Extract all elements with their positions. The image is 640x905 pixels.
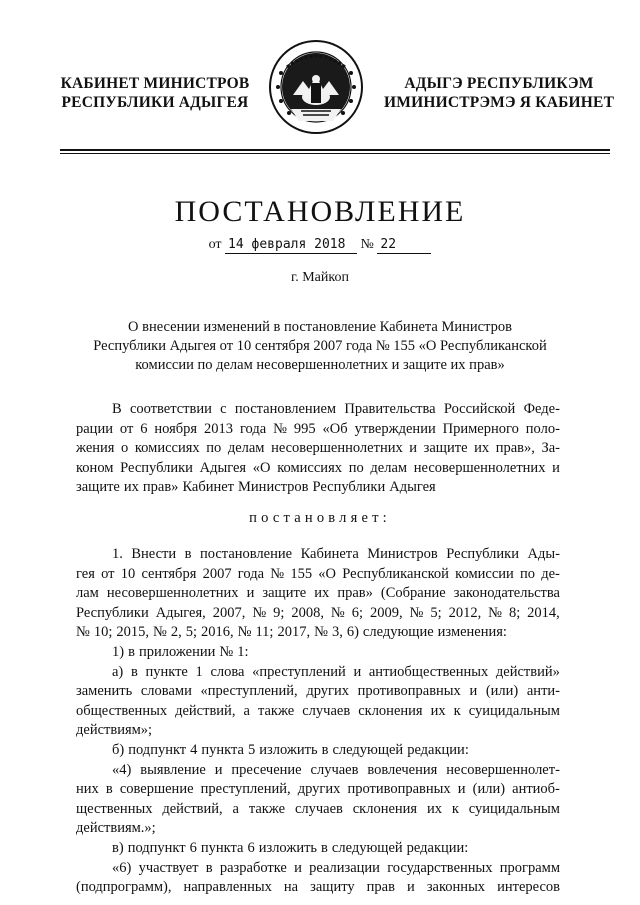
word: Республики <box>76 604 149 621</box>
word: № <box>314 624 328 641</box>
header-divider-thin <box>60 153 610 154</box>
word: поло- <box>525 420 560 437</box>
text-line <box>76 439 560 459</box>
word: них <box>76 781 99 798</box>
word: «преступлений, <box>200 683 298 700</box>
word: Кабинета <box>300 546 359 562</box>
word: редакции: <box>406 839 469 856</box>
word: действий, <box>175 702 236 719</box>
word: а <box>243 702 250 719</box>
word: в <box>105 781 113 798</box>
word: защиту <box>310 879 355 896</box>
word: постановление <box>200 546 293 562</box>
word: анти- <box>526 683 560 700</box>
word: № <box>237 624 252 641</box>
word: 1. <box>112 546 123 562</box>
word: действий, <box>162 800 223 817</box>
word: 2007, <box>212 604 246 621</box>
text-line <box>76 604 560 624</box>
word: также <box>257 702 295 719</box>
word: в <box>205 859 213 876</box>
word: несовершеннолетних <box>413 459 546 476</box>
word: 6 <box>247 839 255 856</box>
word: соответствии <box>129 401 212 417</box>
word: Примерного <box>442 420 519 437</box>
word: по <box>206 440 222 457</box>
word: действиям»; <box>76 722 153 739</box>
word: преступлений, <box>200 781 291 798</box>
word: в <box>128 643 135 660</box>
word: и <box>409 440 418 457</box>
header-left-line-1: КАБИНЕТ МИНИСТРОВ <box>60 75 250 92</box>
word: Российской <box>443 401 516 417</box>
word: Республики <box>120 459 193 476</box>
word: Министров <box>367 546 438 562</box>
text-line <box>76 623 560 643</box>
subject-line: комиссии по делам несовершеннолетних и защите их прав» <box>135 357 505 373</box>
word: Кабинет <box>182 479 235 496</box>
word: пресечение <box>231 761 302 778</box>
word: совершение <box>119 781 194 798</box>
word: Министров <box>238 479 309 496</box>
word: 5; <box>185 624 197 641</box>
word: № <box>252 604 267 621</box>
word: комиссии <box>455 565 514 582</box>
decree-body <box>76 545 560 898</box>
word: пункте <box>145 663 188 680</box>
text-line <box>76 643 560 663</box>
word: и <box>353 663 362 680</box>
word: Адыгея <box>389 479 436 496</box>
word: (Собрание <box>380 585 446 602</box>
text-line <box>76 800 560 820</box>
number-prefix: № <box>360 237 374 252</box>
word: рации <box>76 420 113 437</box>
word: За- <box>541 440 560 457</box>
word: к <box>453 702 461 719</box>
city: г. Майкоп <box>291 270 349 285</box>
word: 6 <box>140 420 148 437</box>
word: 11; <box>255 624 274 641</box>
word: в <box>321 839 328 856</box>
word: от <box>101 565 115 582</box>
word: вовлечения <box>367 761 438 778</box>
word: антиоб- <box>512 781 560 798</box>
word: и <box>552 459 560 476</box>
word: 10; <box>93 624 113 641</box>
word: и <box>214 761 223 778</box>
text-line <box>76 859 560 879</box>
word: их <box>430 702 446 719</box>
word: и <box>457 781 466 798</box>
text-line <box>76 459 560 479</box>
word: щественных <box>76 800 153 817</box>
word: по <box>348 459 364 476</box>
text-line <box>76 478 560 498</box>
word: а) <box>112 663 124 680</box>
word: Правительства <box>344 401 436 417</box>
word: В <box>112 401 122 417</box>
word: изложить <box>258 839 318 856</box>
word: следующие <box>362 624 434 641</box>
word: 1: <box>237 643 249 660</box>
word: года <box>239 420 267 437</box>
word: антиобщественных <box>368 663 489 680</box>
word: несовершеннолетних <box>271 440 403 457</box>
text-line <box>76 721 560 741</box>
word: «Об <box>322 420 348 437</box>
word: № <box>409 604 424 621</box>
word: 10 <box>120 565 136 582</box>
word: их <box>314 585 330 602</box>
word: также <box>248 800 286 817</box>
word: общественных <box>76 702 168 719</box>
date-value: 14 февраля 2018 <box>225 236 357 254</box>
word: 2, <box>170 624 182 641</box>
word: прав <box>366 879 395 896</box>
text-line <box>76 565 560 585</box>
header-left-line-2: РЕСПУБЛИКИ АДЫГЕЯ <box>61 94 249 111</box>
word: случаев <box>294 800 343 817</box>
text-line <box>76 878 560 898</box>
word: склонения <box>358 702 423 719</box>
text-line <box>76 761 560 781</box>
word: коном <box>76 459 114 476</box>
text-line <box>76 780 560 800</box>
word: словами <box>140 683 192 700</box>
word: делам <box>227 440 265 457</box>
word: 2009, <box>369 604 403 621</box>
word: 5 <box>247 741 256 758</box>
word: склонения <box>352 800 418 817</box>
word: разработке <box>219 859 287 876</box>
header-divider-thick <box>60 149 610 151</box>
word: и <box>469 683 478 700</box>
text-line <box>76 420 560 440</box>
word: участвует <box>138 859 199 876</box>
word: несовершеннолетних <box>106 585 239 602</box>
word: интересов <box>497 879 560 896</box>
word: № <box>273 420 287 437</box>
word: и <box>246 585 255 602</box>
word: Республиканской <box>342 565 449 582</box>
word: других <box>306 683 349 700</box>
word: 995 <box>293 420 316 437</box>
word: подпункт <box>127 839 186 856</box>
word: 2017, <box>277 624 311 641</box>
word: к <box>451 800 459 817</box>
word: суицидальным <box>468 702 560 719</box>
word: года <box>237 565 265 582</box>
header-right-line-1: АДЫГЭ РЕСПУБЛИКЭМ <box>404 75 594 92</box>
word: действий» <box>495 663 560 680</box>
word: приложении <box>138 643 216 660</box>
word: Феде- <box>523 401 560 417</box>
word: (или) <box>485 683 519 700</box>
word: с <box>220 401 227 417</box>
word: 2013 <box>204 420 234 437</box>
word: случаев <box>310 761 359 778</box>
word: несовершеннолет- <box>446 761 560 778</box>
word: на <box>283 879 299 896</box>
word: в <box>184 546 192 562</box>
date-number-line <box>0 235 640 255</box>
number-value: 22 <box>377 236 431 254</box>
subject-line: Республики Адыгея от 10 сентября 2007 года № 155 «О Республиканской <box>93 338 547 354</box>
word: Внести <box>131 546 177 562</box>
word: действиям.»; <box>76 820 156 837</box>
word: Ады- <box>527 546 560 562</box>
text-line <box>76 682 560 702</box>
word: изложить <box>259 741 318 758</box>
header-right <box>384 74 614 112</box>
word: заменить <box>76 683 133 700</box>
word: б) <box>112 741 125 758</box>
word: 155 <box>290 565 313 582</box>
word: противоправных <box>357 683 461 700</box>
subject-heading <box>0 318 640 375</box>
word: слова <box>210 663 245 680</box>
word: «4) <box>112 761 132 778</box>
word: изменения: <box>437 624 507 641</box>
text-line <box>76 839 560 859</box>
word: случаев <box>302 702 351 719</box>
word: их <box>123 479 139 496</box>
word: № <box>153 624 167 641</box>
word: Республики <box>446 546 519 562</box>
word: 6 <box>189 839 197 856</box>
word: «О <box>252 459 271 476</box>
word: выявление <box>140 761 206 778</box>
word: 8; <box>508 604 521 621</box>
word: программ <box>499 859 560 876</box>
word: их <box>426 800 442 817</box>
word: пункта <box>200 839 244 856</box>
word: «6) <box>112 859 132 876</box>
word: их <box>474 440 490 457</box>
text-line <box>76 819 560 839</box>
word: противоправных <box>347 781 451 798</box>
header-left <box>60 74 250 112</box>
word: в <box>321 741 329 758</box>
word: защите <box>423 440 468 457</box>
word: и <box>294 859 302 876</box>
word: следующей <box>332 741 404 758</box>
word: о <box>121 440 129 457</box>
text-line <box>76 400 560 420</box>
word: в) <box>112 839 124 856</box>
word: № <box>219 643 234 660</box>
word: а <box>232 800 239 817</box>
text-line <box>76 741 560 761</box>
word: 9; <box>273 604 285 621</box>
coat-of-arms-icon <box>267 37 365 137</box>
word: 2015, <box>116 624 149 641</box>
word: реализации <box>309 859 380 876</box>
word: утверждении <box>354 420 436 437</box>
decree-word: постановляет: <box>249 510 391 526</box>
word: 2008, <box>291 604 324 621</box>
word: Адыгея, <box>155 604 206 621</box>
word: де- <box>541 565 560 582</box>
word: прав» <box>142 479 179 496</box>
word: и <box>407 879 415 896</box>
subject-line: О внесении изменений в постановление Кабинета Министров <box>128 319 512 335</box>
word: суицидальным <box>468 800 560 817</box>
word: 2012, <box>448 604 482 621</box>
document-title: ПОСТАНОВЛЕНИЕ <box>174 195 466 228</box>
word: лам <box>76 585 99 602</box>
word: подпункт <box>128 741 187 758</box>
word: пункта <box>201 741 244 758</box>
word: 2016, <box>201 624 234 641</box>
word: следующей <box>331 839 403 856</box>
word: 2007 <box>202 565 232 582</box>
word: комиссиях <box>277 459 342 476</box>
word: защите <box>262 585 307 602</box>
word: других <box>297 781 341 798</box>
header-right-line-2: ИМИНИСТРЭМЭ Я КАБИНЕТ <box>384 94 615 111</box>
word: прав», <box>495 440 535 457</box>
word: постановлением <box>234 401 337 417</box>
word: Республики <box>312 479 386 496</box>
text-line <box>76 545 560 565</box>
word: делам <box>370 459 408 476</box>
word: от <box>119 420 134 437</box>
word: законных <box>426 879 486 896</box>
word: 4 <box>190 741 198 758</box>
word: защите <box>76 479 120 496</box>
date-prefix: от <box>208 237 222 252</box>
text-line <box>76 702 560 722</box>
word: 3, <box>331 624 343 641</box>
word: «О <box>318 565 337 582</box>
word: (или) <box>472 781 506 798</box>
word: по <box>520 565 536 582</box>
word: жения <box>76 440 115 457</box>
word: в <box>130 663 138 680</box>
word: государственных <box>387 859 493 876</box>
word: редакции: <box>407 741 469 758</box>
word: 1 <box>195 663 203 680</box>
word: № <box>76 624 90 641</box>
word: № <box>488 604 502 621</box>
preamble-paragraph <box>76 400 560 498</box>
word: 6; <box>351 604 363 621</box>
word: прав» <box>337 585 373 602</box>
word: № <box>270 565 285 582</box>
word: 6) <box>346 624 359 641</box>
word: направленных <box>183 879 272 896</box>
word: (подпрограмм), <box>76 879 172 896</box>
word: 1) <box>112 643 125 660</box>
word: Адыгея <box>199 459 247 476</box>
word: ноября <box>154 420 198 437</box>
text-line <box>76 663 560 683</box>
word: законодательства <box>453 585 560 602</box>
word: 2014, <box>527 604 560 621</box>
word: гея <box>76 565 95 582</box>
word: № <box>330 604 345 621</box>
word: комиссиях <box>134 440 200 457</box>
word: «преступлений <box>252 663 346 680</box>
text-line <box>76 584 560 604</box>
word: 5; <box>430 604 442 621</box>
word: сентября <box>141 565 197 582</box>
